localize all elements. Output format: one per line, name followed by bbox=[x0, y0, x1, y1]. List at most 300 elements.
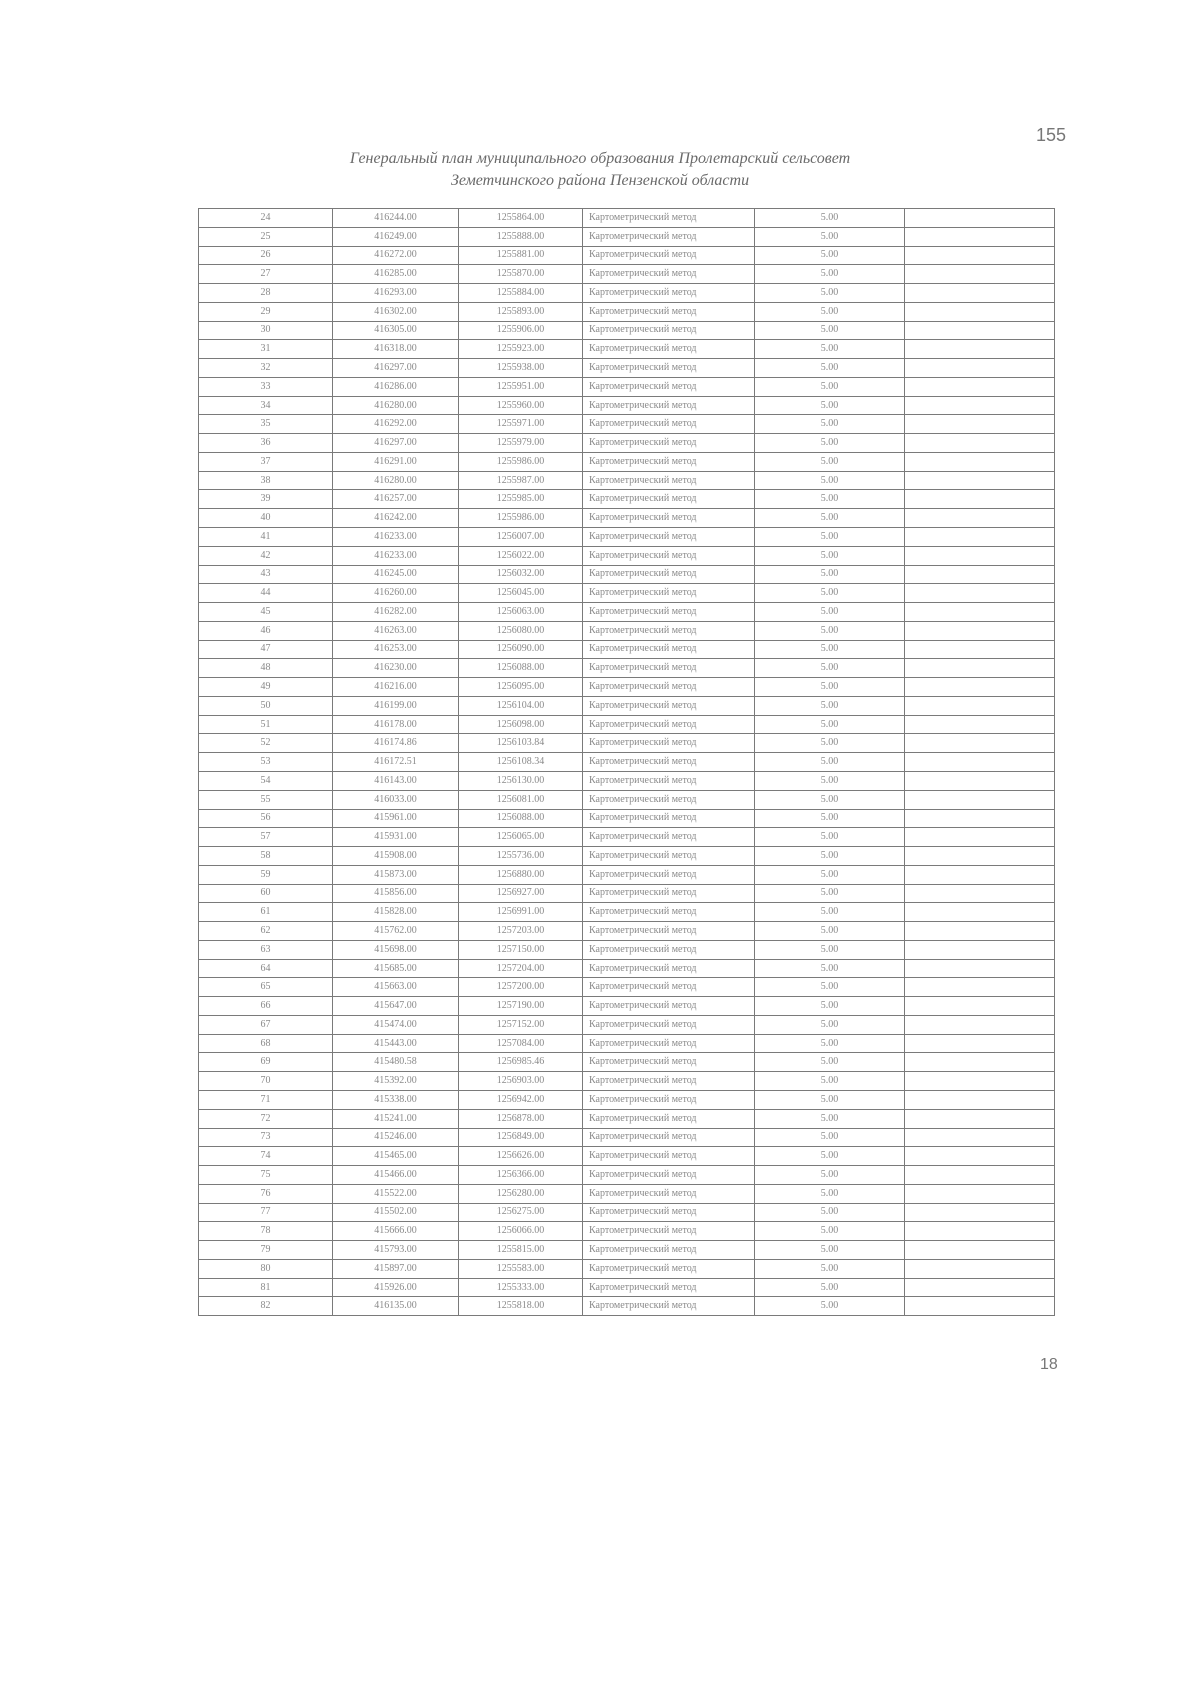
y-coordinate-cell: 1256275.00 bbox=[459, 1203, 583, 1222]
accuracy-cell: 5.00 bbox=[755, 509, 905, 528]
method-cell: Картометрический метод bbox=[583, 1109, 755, 1128]
x-coordinate-cell: 416242.00 bbox=[333, 509, 459, 528]
y-coordinate-cell: 1255888.00 bbox=[459, 227, 583, 246]
accuracy-cell: 5.00 bbox=[755, 659, 905, 678]
point-number-cell: 72 bbox=[199, 1109, 333, 1128]
accuracy-cell: 5.00 bbox=[755, 771, 905, 790]
accuracy-cell: 5.00 bbox=[755, 302, 905, 321]
table-row bbox=[199, 509, 1055, 528]
method-cell: Картометрический метод bbox=[583, 565, 755, 584]
table-row bbox=[199, 603, 1055, 622]
x-coordinate-cell: 415897.00 bbox=[333, 1259, 459, 1278]
method-cell: Картометрический метод bbox=[583, 828, 755, 847]
description-cell bbox=[905, 828, 1055, 847]
y-coordinate-cell: 1256880.00 bbox=[459, 865, 583, 884]
accuracy-cell: 5.00 bbox=[755, 227, 905, 246]
table-row bbox=[199, 1184, 1055, 1203]
x-coordinate-cell: 415828.00 bbox=[333, 903, 459, 922]
table-row bbox=[199, 396, 1055, 415]
x-coordinate-cell: 416286.00 bbox=[333, 377, 459, 396]
x-coordinate-cell: 416178.00 bbox=[333, 715, 459, 734]
table-row bbox=[199, 284, 1055, 303]
accuracy-cell: 5.00 bbox=[755, 1222, 905, 1241]
x-coordinate-cell: 415793.00 bbox=[333, 1241, 459, 1260]
x-coordinate-cell: 415908.00 bbox=[333, 847, 459, 866]
accuracy-cell: 5.00 bbox=[755, 340, 905, 359]
y-coordinate-cell: 1255736.00 bbox=[459, 847, 583, 866]
method-cell: Картометрический метод bbox=[583, 227, 755, 246]
description-cell bbox=[905, 696, 1055, 715]
x-coordinate-cell: 415241.00 bbox=[333, 1109, 459, 1128]
accuracy-cell: 5.00 bbox=[755, 828, 905, 847]
x-coordinate-cell: 416216.00 bbox=[333, 678, 459, 697]
y-coordinate-cell: 1255987.00 bbox=[459, 471, 583, 490]
method-cell: Картометрический метод bbox=[583, 978, 755, 997]
method-cell: Картометрический метод bbox=[583, 265, 755, 284]
point-number-cell: 58 bbox=[199, 847, 333, 866]
description-cell bbox=[905, 209, 1055, 228]
x-coordinate-cell: 416033.00 bbox=[333, 790, 459, 809]
point-number-cell: 41 bbox=[199, 528, 333, 547]
x-coordinate-cell: 416280.00 bbox=[333, 396, 459, 415]
table-row bbox=[199, 1109, 1055, 1128]
description-cell bbox=[905, 546, 1055, 565]
table-row bbox=[199, 865, 1055, 884]
y-coordinate-cell: 1256991.00 bbox=[459, 903, 583, 922]
description-cell bbox=[905, 1297, 1055, 1316]
y-coordinate-cell: 1256130.00 bbox=[459, 771, 583, 790]
table-row bbox=[199, 302, 1055, 321]
x-coordinate-cell: 415465.00 bbox=[333, 1147, 459, 1166]
method-cell: Картометрический метод bbox=[583, 396, 755, 415]
accuracy-cell: 5.00 bbox=[755, 922, 905, 941]
accuracy-cell: 5.00 bbox=[755, 565, 905, 584]
description-cell bbox=[905, 471, 1055, 490]
accuracy-cell: 5.00 bbox=[755, 715, 905, 734]
accuracy-cell: 5.00 bbox=[755, 1090, 905, 1109]
table-row bbox=[199, 246, 1055, 265]
description-cell bbox=[905, 603, 1055, 622]
point-number-cell: 38 bbox=[199, 471, 333, 490]
y-coordinate-cell: 1255923.00 bbox=[459, 340, 583, 359]
description-cell bbox=[905, 734, 1055, 753]
y-coordinate-cell: 1256081.00 bbox=[459, 790, 583, 809]
table-row bbox=[199, 1034, 1055, 1053]
document-header bbox=[200, 148, 1000, 192]
point-number-cell: 82 bbox=[199, 1297, 333, 1316]
description-cell bbox=[905, 659, 1055, 678]
y-coordinate-cell: 1256878.00 bbox=[459, 1109, 583, 1128]
accuracy-cell: 5.00 bbox=[755, 546, 905, 565]
point-number-cell: 56 bbox=[199, 809, 333, 828]
x-coordinate-cell: 416233.00 bbox=[333, 528, 459, 547]
accuracy-cell: 5.00 bbox=[755, 1072, 905, 1091]
point-number-cell: 69 bbox=[199, 1053, 333, 1072]
y-coordinate-cell: 1256007.00 bbox=[459, 528, 583, 547]
x-coordinate-cell: 415392.00 bbox=[333, 1072, 459, 1091]
description-cell bbox=[905, 903, 1055, 922]
accuracy-cell: 5.00 bbox=[755, 359, 905, 378]
accuracy-cell: 5.00 bbox=[755, 1241, 905, 1260]
table-row bbox=[199, 809, 1055, 828]
point-number-cell: 28 bbox=[199, 284, 333, 303]
table-row bbox=[199, 1278, 1055, 1297]
description-cell bbox=[905, 978, 1055, 997]
description-cell bbox=[905, 227, 1055, 246]
method-cell: Картометрический метод bbox=[583, 884, 755, 903]
table-row bbox=[199, 1259, 1055, 1278]
table-row bbox=[199, 790, 1055, 809]
description-cell bbox=[905, 340, 1055, 359]
description-cell bbox=[905, 884, 1055, 903]
y-coordinate-cell: 1255986.00 bbox=[459, 452, 583, 471]
description-cell bbox=[905, 321, 1055, 340]
description-cell bbox=[905, 847, 1055, 866]
method-cell: Картометрический метод bbox=[583, 603, 755, 622]
x-coordinate-cell: 416297.00 bbox=[333, 359, 459, 378]
x-coordinate-cell: 416143.00 bbox=[333, 771, 459, 790]
point-number-cell: 30 bbox=[199, 321, 333, 340]
table-row bbox=[199, 1090, 1055, 1109]
x-coordinate-cell: 415480.58 bbox=[333, 1053, 459, 1072]
accuracy-cell: 5.00 bbox=[755, 696, 905, 715]
y-coordinate-cell: 1256366.00 bbox=[459, 1166, 583, 1185]
method-cell: Картометрический метод bbox=[583, 1203, 755, 1222]
accuracy-cell: 5.00 bbox=[755, 1166, 905, 1185]
table-row bbox=[199, 565, 1055, 584]
table-row bbox=[199, 621, 1055, 640]
y-coordinate-cell: 1257152.00 bbox=[459, 1015, 583, 1034]
description-cell bbox=[905, 621, 1055, 640]
method-cell: Картометрический метод bbox=[583, 922, 755, 941]
description-cell bbox=[905, 1090, 1055, 1109]
coordinates-table-wrapper bbox=[198, 208, 1054, 1316]
table-row bbox=[199, 1166, 1055, 1185]
point-number-cell: 65 bbox=[199, 978, 333, 997]
point-number-cell: 35 bbox=[199, 415, 333, 434]
x-coordinate-cell: 416263.00 bbox=[333, 621, 459, 640]
point-number-cell: 45 bbox=[199, 603, 333, 622]
table-row bbox=[199, 922, 1055, 941]
description-cell bbox=[905, 771, 1055, 790]
description-cell bbox=[905, 753, 1055, 772]
table-row bbox=[199, 734, 1055, 753]
x-coordinate-cell: 416199.00 bbox=[333, 696, 459, 715]
y-coordinate-cell: 1255864.00 bbox=[459, 209, 583, 228]
description-cell bbox=[905, 1015, 1055, 1034]
accuracy-cell: 5.00 bbox=[755, 584, 905, 603]
x-coordinate-cell: 415502.00 bbox=[333, 1203, 459, 1222]
x-coordinate-cell: 416293.00 bbox=[333, 284, 459, 303]
x-coordinate-cell: 416249.00 bbox=[333, 227, 459, 246]
description-cell bbox=[905, 640, 1055, 659]
table-row bbox=[199, 359, 1055, 378]
point-number-cell: 60 bbox=[199, 884, 333, 903]
y-coordinate-cell: 1257203.00 bbox=[459, 922, 583, 941]
point-number-cell: 54 bbox=[199, 771, 333, 790]
table-row bbox=[199, 847, 1055, 866]
method-cell: Картометрический метод bbox=[583, 434, 755, 453]
y-coordinate-cell: 1256985.46 bbox=[459, 1053, 583, 1072]
header-line-2: Земетчинского района Пензенской области bbox=[450, 172, 750, 189]
y-coordinate-cell: 1255881.00 bbox=[459, 246, 583, 265]
point-number-cell: 29 bbox=[199, 302, 333, 321]
point-number-cell: 39 bbox=[199, 490, 333, 509]
description-cell bbox=[905, 1072, 1055, 1091]
point-number-cell: 43 bbox=[199, 565, 333, 584]
method-cell: Картометрический метод bbox=[583, 997, 755, 1016]
description-cell bbox=[905, 865, 1055, 884]
table-row bbox=[199, 978, 1055, 997]
x-coordinate-cell: 416292.00 bbox=[333, 415, 459, 434]
description-cell bbox=[905, 584, 1055, 603]
table-row bbox=[199, 227, 1055, 246]
header-line-1: Генеральный план муниципального образования Пролетарский сельсовет bbox=[349, 150, 851, 167]
point-number-cell: 61 bbox=[199, 903, 333, 922]
table-row bbox=[199, 1015, 1055, 1034]
accuracy-cell: 5.00 bbox=[755, 1147, 905, 1166]
page-number-bottom: 18 bbox=[1040, 1356, 1058, 1373]
y-coordinate-cell: 1256066.00 bbox=[459, 1222, 583, 1241]
accuracy-cell: 5.00 bbox=[755, 959, 905, 978]
table-row bbox=[199, 903, 1055, 922]
method-cell: Картометрический метод bbox=[583, 734, 755, 753]
y-coordinate-cell: 1255906.00 bbox=[459, 321, 583, 340]
method-cell: Картометрический метод bbox=[583, 377, 755, 396]
point-number-cell: 25 bbox=[199, 227, 333, 246]
method-cell: Картометрический метод bbox=[583, 340, 755, 359]
point-number-cell: 63 bbox=[199, 940, 333, 959]
point-number-cell: 80 bbox=[199, 1259, 333, 1278]
table-row bbox=[199, 659, 1055, 678]
point-number-cell: 40 bbox=[199, 509, 333, 528]
accuracy-cell: 5.00 bbox=[755, 678, 905, 697]
y-coordinate-cell: 1256045.00 bbox=[459, 584, 583, 603]
description-cell bbox=[905, 809, 1055, 828]
point-number-cell: 81 bbox=[199, 1278, 333, 1297]
accuracy-cell: 5.00 bbox=[755, 640, 905, 659]
description-cell bbox=[905, 359, 1055, 378]
point-number-cell: 49 bbox=[199, 678, 333, 697]
description-cell bbox=[905, 565, 1055, 584]
description-cell bbox=[905, 790, 1055, 809]
point-number-cell: 26 bbox=[199, 246, 333, 265]
y-coordinate-cell: 1255960.00 bbox=[459, 396, 583, 415]
description-cell bbox=[905, 715, 1055, 734]
y-coordinate-cell: 1256903.00 bbox=[459, 1072, 583, 1091]
x-coordinate-cell: 415338.00 bbox=[333, 1090, 459, 1109]
point-number-cell: 42 bbox=[199, 546, 333, 565]
x-coordinate-cell: 416305.00 bbox=[333, 321, 459, 340]
point-number-cell: 68 bbox=[199, 1034, 333, 1053]
table-row bbox=[199, 584, 1055, 603]
point-number-cell: 48 bbox=[199, 659, 333, 678]
y-coordinate-cell: 1256927.00 bbox=[459, 884, 583, 903]
point-number-cell: 74 bbox=[199, 1147, 333, 1166]
y-coordinate-cell: 1256090.00 bbox=[459, 640, 583, 659]
method-cell: Картометрический метод bbox=[583, 246, 755, 265]
x-coordinate-cell: 415926.00 bbox=[333, 1278, 459, 1297]
accuracy-cell: 5.00 bbox=[755, 415, 905, 434]
y-coordinate-cell: 1255870.00 bbox=[459, 265, 583, 284]
y-coordinate-cell: 1256104.00 bbox=[459, 696, 583, 715]
description-cell bbox=[905, 1241, 1055, 1260]
method-cell: Картометрический метод bbox=[583, 1053, 755, 1072]
table-row bbox=[199, 471, 1055, 490]
x-coordinate-cell: 416245.00 bbox=[333, 565, 459, 584]
x-coordinate-cell: 416285.00 bbox=[333, 265, 459, 284]
y-coordinate-cell: 1256626.00 bbox=[459, 1147, 583, 1166]
point-number-cell: 62 bbox=[199, 922, 333, 941]
x-coordinate-cell: 416302.00 bbox=[333, 302, 459, 321]
y-coordinate-cell: 1257150.00 bbox=[459, 940, 583, 959]
point-number-cell: 34 bbox=[199, 396, 333, 415]
coordinates-table bbox=[198, 208, 1055, 1316]
method-cell: Картометрический метод bbox=[583, 903, 755, 922]
table-row bbox=[199, 434, 1055, 453]
method-cell: Картометрический метод bbox=[583, 1147, 755, 1166]
y-coordinate-cell: 1256108.34 bbox=[459, 753, 583, 772]
description-cell bbox=[905, 1109, 1055, 1128]
description-cell bbox=[905, 265, 1055, 284]
accuracy-cell: 5.00 bbox=[755, 790, 905, 809]
accuracy-cell: 5.00 bbox=[755, 1259, 905, 1278]
y-coordinate-cell: 1257084.00 bbox=[459, 1034, 583, 1053]
description-cell bbox=[905, 509, 1055, 528]
x-coordinate-cell: 416174.86 bbox=[333, 734, 459, 753]
accuracy-cell: 5.00 bbox=[755, 621, 905, 640]
point-number-cell: 47 bbox=[199, 640, 333, 659]
x-coordinate-cell: 415474.00 bbox=[333, 1015, 459, 1034]
point-number-cell: 78 bbox=[199, 1222, 333, 1241]
description-cell bbox=[905, 284, 1055, 303]
x-coordinate-cell: 415466.00 bbox=[333, 1166, 459, 1185]
accuracy-cell: 5.00 bbox=[755, 284, 905, 303]
description-cell bbox=[905, 1147, 1055, 1166]
table-row bbox=[199, 452, 1055, 471]
y-coordinate-cell: 1256095.00 bbox=[459, 678, 583, 697]
y-coordinate-cell: 1256280.00 bbox=[459, 1184, 583, 1203]
table-row bbox=[199, 940, 1055, 959]
accuracy-cell: 5.00 bbox=[755, 377, 905, 396]
description-cell bbox=[905, 1128, 1055, 1147]
method-cell: Картометрический метод bbox=[583, 209, 755, 228]
description-cell bbox=[905, 302, 1055, 321]
table-row bbox=[199, 265, 1055, 284]
y-coordinate-cell: 1256098.00 bbox=[459, 715, 583, 734]
description-cell bbox=[905, 396, 1055, 415]
x-coordinate-cell: 416272.00 bbox=[333, 246, 459, 265]
method-cell: Картометрический метод bbox=[583, 771, 755, 790]
method-cell: Картометрический метод bbox=[583, 1278, 755, 1297]
description-cell bbox=[905, 1166, 1055, 1185]
y-coordinate-cell: 1256942.00 bbox=[459, 1090, 583, 1109]
y-coordinate-cell: 1256032.00 bbox=[459, 565, 583, 584]
table-row bbox=[199, 546, 1055, 565]
table-row bbox=[199, 640, 1055, 659]
y-coordinate-cell: 1256065.00 bbox=[459, 828, 583, 847]
method-cell: Картометрический метод bbox=[583, 847, 755, 866]
method-cell: Картометрический метод bbox=[583, 528, 755, 547]
point-number-cell: 32 bbox=[199, 359, 333, 378]
y-coordinate-cell: 1255938.00 bbox=[459, 359, 583, 378]
table-row bbox=[199, 1241, 1055, 1260]
accuracy-cell: 5.00 bbox=[755, 753, 905, 772]
page-number-top: 155 bbox=[1036, 125, 1067, 145]
method-cell: Картометрический метод bbox=[583, 1297, 755, 1316]
method-cell: Картометрический метод bbox=[583, 302, 755, 321]
method-cell: Картометрический метод bbox=[583, 865, 755, 884]
point-number-cell: 50 bbox=[199, 696, 333, 715]
x-coordinate-cell: 416257.00 bbox=[333, 490, 459, 509]
table-row bbox=[199, 528, 1055, 547]
description-cell bbox=[905, 452, 1055, 471]
method-cell: Картометрический метод bbox=[583, 471, 755, 490]
method-cell: Картометрический метод bbox=[583, 1259, 755, 1278]
y-coordinate-cell: 1256080.00 bbox=[459, 621, 583, 640]
y-coordinate-cell: 1255815.00 bbox=[459, 1241, 583, 1260]
accuracy-cell: 5.00 bbox=[755, 1034, 905, 1053]
point-number-cell: 77 bbox=[199, 1203, 333, 1222]
accuracy-cell: 5.00 bbox=[755, 997, 905, 1016]
y-coordinate-cell: 1255893.00 bbox=[459, 302, 583, 321]
table-row bbox=[199, 209, 1055, 228]
method-cell: Картометрический метод bbox=[583, 790, 755, 809]
y-coordinate-cell: 1256088.00 bbox=[459, 659, 583, 678]
accuracy-cell: 5.00 bbox=[755, 847, 905, 866]
x-coordinate-cell: 416230.00 bbox=[333, 659, 459, 678]
x-coordinate-cell: 416244.00 bbox=[333, 209, 459, 228]
x-coordinate-cell: 415246.00 bbox=[333, 1128, 459, 1147]
point-number-cell: 70 bbox=[199, 1072, 333, 1091]
method-cell: Картометрический метод bbox=[583, 1128, 755, 1147]
description-cell bbox=[905, 1278, 1055, 1297]
y-coordinate-cell: 1256088.00 bbox=[459, 809, 583, 828]
description-cell bbox=[905, 415, 1055, 434]
y-coordinate-cell: 1255986.00 bbox=[459, 509, 583, 528]
method-cell: Картометрический метод bbox=[583, 640, 755, 659]
accuracy-cell: 5.00 bbox=[755, 1184, 905, 1203]
description-cell bbox=[905, 490, 1055, 509]
accuracy-cell: 5.00 bbox=[755, 1109, 905, 1128]
accuracy-cell: 5.00 bbox=[755, 209, 905, 228]
description-cell bbox=[905, 678, 1055, 697]
x-coordinate-cell: 415663.00 bbox=[333, 978, 459, 997]
accuracy-cell: 5.00 bbox=[755, 940, 905, 959]
accuracy-cell: 5.00 bbox=[755, 1297, 905, 1316]
method-cell: Картометрический метод bbox=[583, 678, 755, 697]
table-row bbox=[199, 884, 1055, 903]
x-coordinate-cell: 415666.00 bbox=[333, 1222, 459, 1241]
method-cell: Картометрический метод bbox=[583, 1072, 755, 1091]
point-number-cell: 27 bbox=[199, 265, 333, 284]
accuracy-cell: 5.00 bbox=[755, 1278, 905, 1297]
accuracy-cell: 5.00 bbox=[755, 734, 905, 753]
table-row bbox=[199, 490, 1055, 509]
x-coordinate-cell: 415762.00 bbox=[333, 922, 459, 941]
accuracy-cell: 5.00 bbox=[755, 903, 905, 922]
point-number-cell: 79 bbox=[199, 1241, 333, 1260]
table-row bbox=[199, 753, 1055, 772]
table-row bbox=[199, 1147, 1055, 1166]
x-coordinate-cell: 416172.51 bbox=[333, 753, 459, 772]
method-cell: Картометрический метод bbox=[583, 1090, 755, 1109]
description-cell bbox=[905, 1259, 1055, 1278]
x-coordinate-cell: 416260.00 bbox=[333, 584, 459, 603]
point-number-cell: 51 bbox=[199, 715, 333, 734]
description-cell bbox=[905, 246, 1055, 265]
x-coordinate-cell: 416291.00 bbox=[333, 452, 459, 471]
